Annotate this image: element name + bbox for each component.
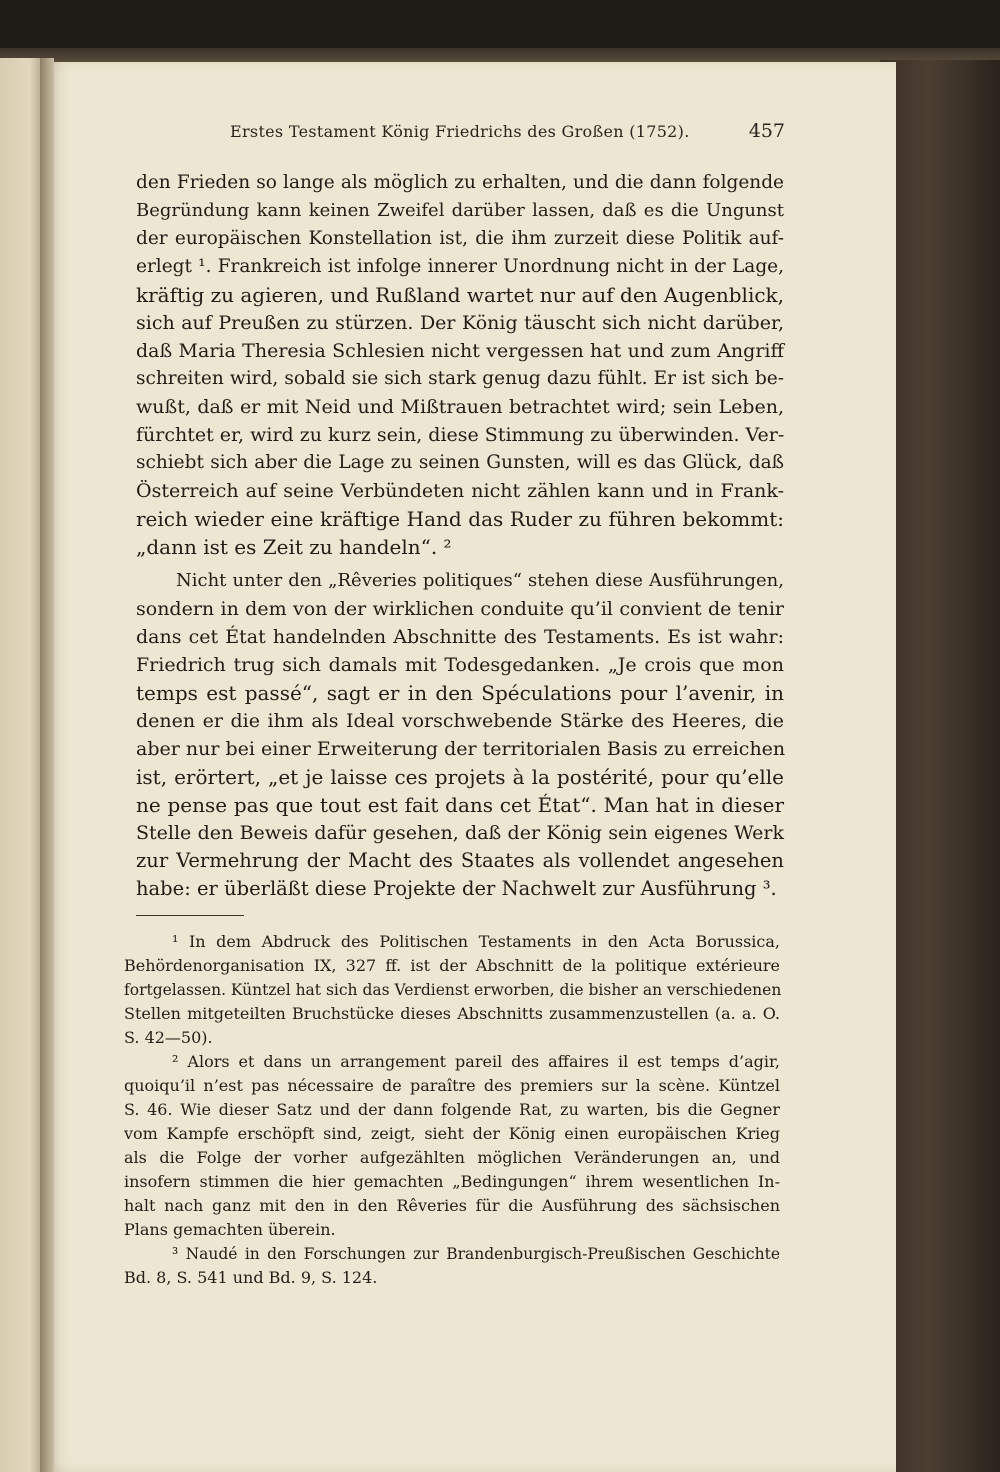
body-line: temps est passé“, sagt er in den Spéculations pour l’avenir, in — [136, 681, 784, 705]
footnote-line: Bd. 8, S. 541 und Bd. 9, S. 124. — [124, 1268, 378, 1287]
body-line: sich auf Preußen zu stürzen. Der König täuscht sich nicht darüber, — [136, 312, 784, 334]
running-title: Erstes Testament König Friedrichs des Großen (1752). — [230, 122, 690, 141]
page-number: 457 — [748, 120, 785, 142]
body-line: reich wieder eine kräftige Hand das Ruder zu führen bekommt: — [136, 507, 784, 531]
footnote-line: Behördenorganisation IX, 327 ff. ist der Abschnitt de la politique extérieure — [124, 956, 780, 975]
footnote-line: Stellen mitgeteilten Bruchstücke dieses Abschnitts zusammenzustellen (a. a. O. — [124, 1004, 780, 1023]
body-line: denen er die ihm als Ideal vorschwebende Stärke des Heeres, die — [136, 710, 784, 732]
body-line: wußt, daß er mit Neid und Mißtrauen betrachtet wird; sein Leben, — [136, 396, 784, 418]
facing-page-edge — [0, 58, 42, 1472]
footnote-line: als die Folge der vorher aufgezählten möglichen Veränderungen an, und — [124, 1148, 780, 1167]
body-line: schreiten wird, sobald sie sich stark genug dazu fühlt. Er ist sich be- — [136, 368, 784, 389]
body-line: fürchtet er, wird zu kurz sein, diese Stimmung zu überwinden. Ver- — [136, 424, 785, 446]
body-line: ist, erörtert, „et je laisse ces projets à la postérité, pour qu’elle — [136, 765, 784, 789]
body-line: der europäischen Konstellation ist, die ihm zurzeit diese Politik auf- — [136, 228, 784, 249]
footnote-line: Plans gemachten überein. — [124, 1220, 336, 1239]
body-line: sondern in dem von der wirklichen conduite qu’il convient de tenir — [136, 598, 784, 620]
body-line: zur Vermehrung der Macht des Staates als vollendet angesehen — [136, 849, 784, 872]
body-line: kräftig zu agieren, und Rußland wartet nur auf den Augenblick, — [136, 283, 785, 307]
footnote-line: halt nach ganz mit den in den Rêveries für die Ausführung des sächsischen — [124, 1196, 780, 1215]
footnote-line: fortgelassen. Küntzel hat sich das Verdienst erworben, die bisher an verschiedenen — [124, 981, 782, 999]
page-gutter — [40, 58, 54, 1472]
body-line: aber nur bei einer Erweiterung der territorialen Basis zu erreichen — [136, 738, 786, 760]
body-line: Friedrich trug sich damals mit Todesgedanken. „Je crois que mon — [136, 654, 784, 676]
body-line: erlegt ¹. Frankreich ist infolge innerer Unordnung nicht in der Lage, — [136, 256, 784, 277]
footnote-line: insofern stimmen die hier gemachten „Bedingungen“ ihrem wesentlichen In- — [124, 1172, 780, 1191]
footnote-line: S. 46. Wie dieser Satz und der dann folgende Rat, zu warten, bis die Gegner — [124, 1100, 780, 1119]
body-line: ne pense pas que tout est fait dans cet État“. Man hat in dieser — [136, 793, 784, 817]
body-line-paragraph-start: Nicht unter den „Rêveries politiques“ stehen diese Ausführungen, — [176, 570, 784, 591]
footnote-line: quoiqu’il n’est pas nécessaire de paraître des premiers sur la scène. Küntzel — [124, 1076, 780, 1095]
footnote-separator — [136, 915, 244, 916]
book-cover-right-edge — [880, 60, 1000, 1472]
footnote-line: ² Alors et dans un arrangement pareil des affaires il est temps d’agir, — [172, 1052, 780, 1071]
footnote-line: ³ Naudé in den Forschungen zur Brandenburgisch-Preußischen Geschichte — [172, 1245, 780, 1263]
footnote-line: vom Kampfe erschöpft sind, zeigt, sieht der König einen europäischen Krieg — [124, 1124, 780, 1143]
body-line: dans cet État handelnden Abschnitte des Testaments. Es ist wahr: — [136, 626, 784, 648]
body-line: daß Maria Theresia Schlesien nicht vergessen hat und zum Angriff — [136, 340, 784, 362]
footnote-line: S. 42—50). — [124, 1028, 213, 1047]
running-header — [230, 118, 785, 152]
body-line: schiebt sich aber die Lage zu seinen Gunsten, will es das Glück, daß — [136, 452, 784, 473]
footnote-line: ¹ In dem Abdruck des Politischen Testaments in den Acta Borussica, — [172, 932, 780, 951]
body-line: den Frieden so lange als möglich zu erhalten, und die dann folgende — [136, 172, 784, 193]
body-line: „dann ist es Zeit zu handeln“. ² — [136, 535, 452, 559]
body-line: Österreich auf seine Verbündeten nicht zählen kann und in Frank- — [136, 480, 784, 502]
body-line: Begründung kann keinen Zweifel darüber lassen, daß es die Ungunst — [136, 200, 784, 221]
body-line: Stelle den Beweis dafür gesehen, daß der König sein eigenes Werk — [136, 822, 784, 844]
body-line: habe: er überläßt diese Projekte der Nachwelt zur Ausführung ³. — [136, 877, 777, 900]
